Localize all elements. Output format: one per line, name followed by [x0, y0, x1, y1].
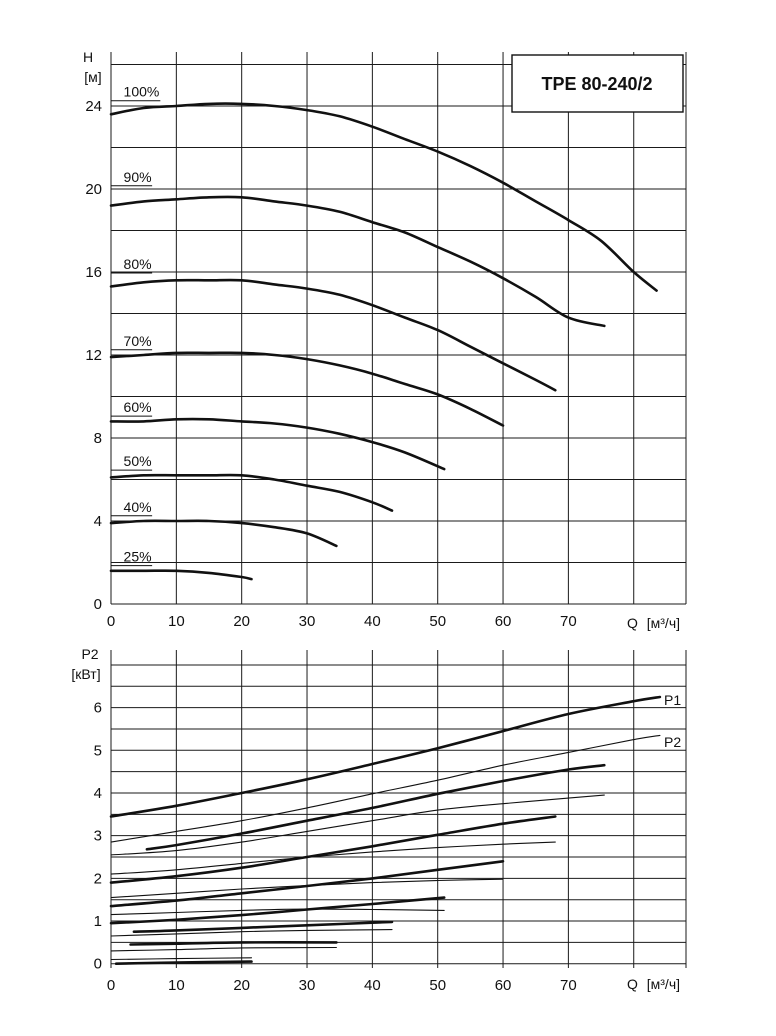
power-x-tick-label: 30	[298, 977, 316, 994]
head-y-tick-label: 24	[85, 97, 102, 115]
power-y-tick-label: 6	[93, 699, 102, 717]
power-curves	[111, 697, 660, 964]
head-x-axis-label	[627, 615, 680, 631]
legend-p1-label: P1	[664, 692, 682, 708]
speed-label-70pct: 70%	[123, 332, 152, 349]
head-x-tick-label: 30	[298, 613, 316, 630]
head-curve-80pct	[111, 280, 555, 390]
power-curve-p1-80pct	[111, 817, 555, 883]
power-y-tick-label: 5	[93, 742, 102, 760]
power-y-axis-unit: [кВт]	[71, 666, 101, 682]
power-curve-p1-90pct	[147, 765, 604, 849]
speed-label-50pct: 50%	[123, 453, 152, 470]
power-x-tick-label: 50	[429, 977, 447, 994]
head-y-tick-label: 8	[93, 429, 102, 447]
power-curve-p2-25pct	[111, 958, 252, 960]
power-y-tick-label: 1	[93, 913, 102, 931]
power-x-tick-label: 0	[106, 977, 116, 994]
head-y-tick-label: 12	[85, 346, 102, 364]
head-x-tick-label: 50	[429, 613, 447, 630]
head-x-tick-label: 70	[560, 613, 577, 630]
power-x-tick-label: 60	[494, 977, 512, 994]
power-x-tick-label: 70	[560, 977, 577, 994]
power-y-axis-name: P2	[81, 646, 99, 662]
head-curves	[111, 104, 657, 579]
power-x-tick-label: 40	[364, 977, 381, 994]
power-x-axis-unit: [м³/ч]	[646, 976, 680, 992]
speed-label-40pct: 40%	[123, 498, 152, 515]
speed-label-25pct: 25%	[123, 548, 152, 565]
head-y-tick-label: 4	[93, 512, 102, 530]
head-curve-panel	[83, 49, 686, 631]
head-curve-labels	[111, 84, 160, 566]
head-curve-50pct	[111, 475, 392, 511]
head-x-axis-name: Q	[626, 615, 638, 631]
power-y-tick-label: 3	[93, 827, 102, 845]
head-x-tick-label: 20	[233, 613, 251, 630]
power-x-tick-label: 10	[167, 977, 185, 994]
power-y-tick-label: 0	[93, 955, 102, 973]
power-curve-panel	[71, 646, 686, 994]
power-x-axis-label	[627, 976, 680, 992]
power-x-tick-label: 20	[233, 977, 251, 994]
head-curve-90pct	[111, 197, 604, 326]
legend-p2-label: P2	[664, 734, 682, 750]
head-curve-60pct	[111, 419, 444, 469]
speed-label-100pct: 100%	[123, 83, 160, 100]
head-x-axis-unit: [м³/ч]	[646, 615, 680, 631]
head-y-tick-label: 0	[93, 596, 102, 613]
head-y-axis-unit: [м]	[84, 69, 102, 85]
power-curve-p2-100pct	[111, 735, 660, 842]
speed-label-60pct: 60%	[123, 399, 152, 416]
power-curve-p2-40pct	[111, 948, 336, 951]
head-x-tick-label: 40	[364, 613, 381, 630]
speed-label-80pct: 80%	[123, 255, 152, 272]
head-x-tick-label: 0	[106, 613, 116, 630]
power-curve-p2-80pct	[111, 842, 555, 874]
head-curve-40pct	[111, 521, 336, 546]
head-y-tick-label: 20	[85, 180, 102, 198]
speed-label-90pct: 90%	[123, 168, 152, 185]
head-curve-25pct	[111, 571, 252, 579]
power-x-axis-name: Q	[626, 976, 638, 992]
head-y-axis-name: H	[82, 49, 94, 65]
power-y-tick-label: 2	[93, 870, 102, 888]
power-grid	[111, 650, 686, 968]
head-x-tick-label: 60	[494, 613, 512, 630]
power-curve-p1-100pct	[111, 697, 660, 817]
power-y-tick-label: 4	[93, 784, 102, 802]
head-x-tick-label: 10	[167, 613, 185, 630]
head-y-tick-label: 16	[85, 263, 102, 281]
model-title: TPE 80-240/2	[541, 74, 653, 94]
